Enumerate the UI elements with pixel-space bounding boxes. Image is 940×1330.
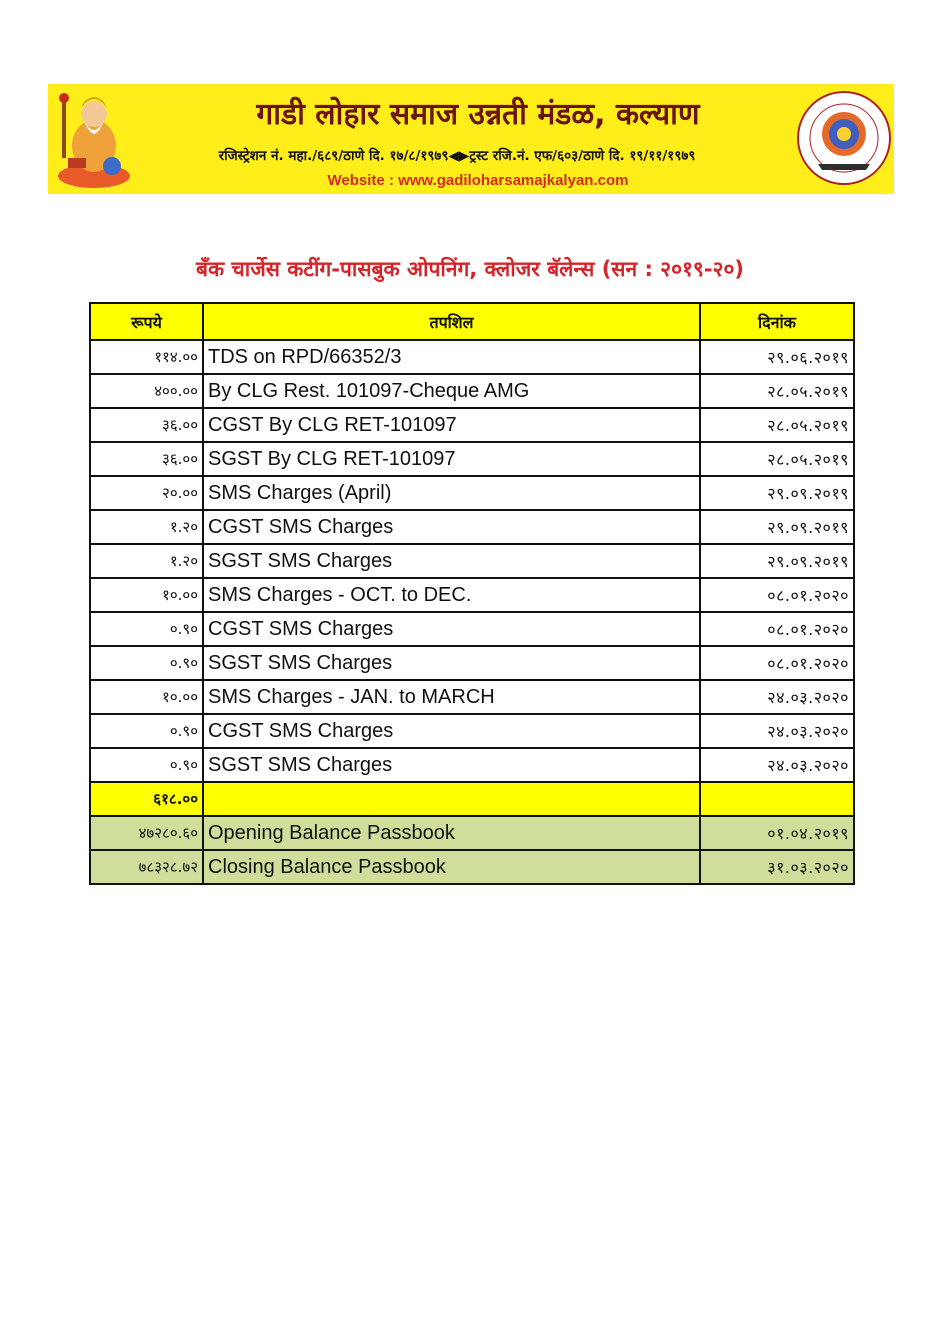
amount-cell: ०.९०	[90, 748, 203, 782]
details-cell: SMS Charges - OCT. to DEC.	[203, 578, 700, 612]
amount-cell: १.२०	[90, 544, 203, 578]
closing-balance-row	[90, 850, 854, 884]
date-cell: २९.०९.२०१९	[700, 510, 854, 544]
amount-cell: ४७२८०.६०	[90, 816, 203, 850]
date-cell: २८.०५.२०१९	[700, 374, 854, 408]
opening-balance-row	[90, 816, 854, 850]
details-cell: SGST SMS Charges	[203, 646, 700, 680]
date-cell: ०८.०१.२०२०	[700, 578, 854, 612]
table-row	[90, 340, 854, 374]
bank-charges-table	[89, 302, 855, 885]
date-cell: २८.०५.२०१९	[700, 408, 854, 442]
table-row	[90, 408, 854, 442]
table-row	[90, 680, 854, 714]
date-cell: ०८.०१.२०२०	[700, 646, 854, 680]
amount-cell: १०.००	[90, 680, 203, 714]
registration-line: रजिस्ट्रेशन नं. महा./६८९/ठाणे दि. १७/८/१९७९◀▶ट्रस्ट रजि.नं. एफ/६०३/ठाणे दि. १९/११/१९७९	[218, 148, 696, 164]
total-date-cell	[700, 782, 854, 816]
date-cell: २४.०३.२०२०	[700, 748, 854, 782]
amount-cell: ४००.००	[90, 374, 203, 408]
date-cell: ०१.०४.२०१९	[700, 816, 854, 850]
amount-cell: ०.९०	[90, 646, 203, 680]
details-cell: TDS on RPD/66352/3	[203, 340, 700, 374]
document-title: बँक चार्जेस कटींग-पासबुक ओपनिंग, क्लोजर बॅलेन्स (सन : २०१९-२०)	[196, 257, 744, 281]
date-cell: ०८.०१.२०२०	[700, 612, 854, 646]
total-details-cell	[203, 782, 700, 816]
header-banner	[48, 84, 894, 194]
details-cell: Closing Balance Passbook	[203, 850, 700, 884]
date-cell: २९.०९.२०१९	[700, 476, 854, 510]
date-cell: २४.०३.२०२०	[700, 714, 854, 748]
date-cell: ३१.०३.२०२०	[700, 850, 854, 884]
organization-seal-icon	[796, 90, 892, 186]
details-cell: By CLG Rest. 101097-Cheque AMG	[203, 374, 700, 408]
amount-cell: १.२०	[90, 510, 203, 544]
details-cell: CGST SMS Charges	[203, 510, 700, 544]
amount-cell: १०.००	[90, 578, 203, 612]
amount-cell: ०.९०	[90, 714, 203, 748]
details-cell: SGST SMS Charges	[203, 544, 700, 578]
details-cell: CGST SMS Charges	[203, 612, 700, 646]
date-cell: २४.०३.२०२०	[700, 680, 854, 714]
details-cell: CGST By CLG RET-101097	[203, 408, 700, 442]
details-cell: CGST SMS Charges	[203, 714, 700, 748]
amount-cell: २०.००	[90, 476, 203, 510]
date-column-header: दिनांक	[700, 303, 854, 340]
organization-name: गाडी लोहार समाज उन्नती मंडळ, कल्याण	[256, 97, 700, 132]
total-amount-cell: ६१८.००	[90, 782, 203, 816]
amount-cell: ०.९०	[90, 612, 203, 646]
table-row	[90, 476, 854, 510]
table-row	[90, 612, 854, 646]
table-row	[90, 714, 854, 748]
website-text: Website : www.gadiloharsamajkalyan.com	[327, 172, 629, 189]
table-row	[90, 510, 854, 544]
date-cell: २९.०६.२०१९	[700, 340, 854, 374]
details-cell: SGST SMS Charges	[203, 748, 700, 782]
table-row	[90, 748, 854, 782]
details-cell: SMS Charges - JAN. to MARCH	[203, 680, 700, 714]
amount-cell: ११४.००	[90, 340, 203, 374]
table-row	[90, 646, 854, 680]
date-cell: २८.०५.२०१९	[700, 442, 854, 476]
total-row	[90, 782, 854, 816]
amount-cell: ३६.००	[90, 442, 203, 476]
amount-cell: ७८३२८.७२	[90, 850, 203, 884]
details-column-header: तपशिल	[203, 303, 700, 340]
table-row	[90, 374, 854, 408]
details-cell: SGST By CLG RET-101097	[203, 442, 700, 476]
amount-column-header: रूपये	[90, 303, 203, 340]
table-row	[90, 544, 854, 578]
details-cell: SMS Charges (April)	[203, 476, 700, 510]
table-row	[90, 442, 854, 476]
date-cell: २९.०९.२०१९	[700, 544, 854, 578]
details-cell: Opening Balance Passbook	[203, 816, 700, 850]
table-row	[90, 578, 854, 612]
table-header-row	[90, 303, 854, 340]
amount-cell: ३६.००	[90, 408, 203, 442]
deity-logo-icon	[54, 88, 136, 190]
